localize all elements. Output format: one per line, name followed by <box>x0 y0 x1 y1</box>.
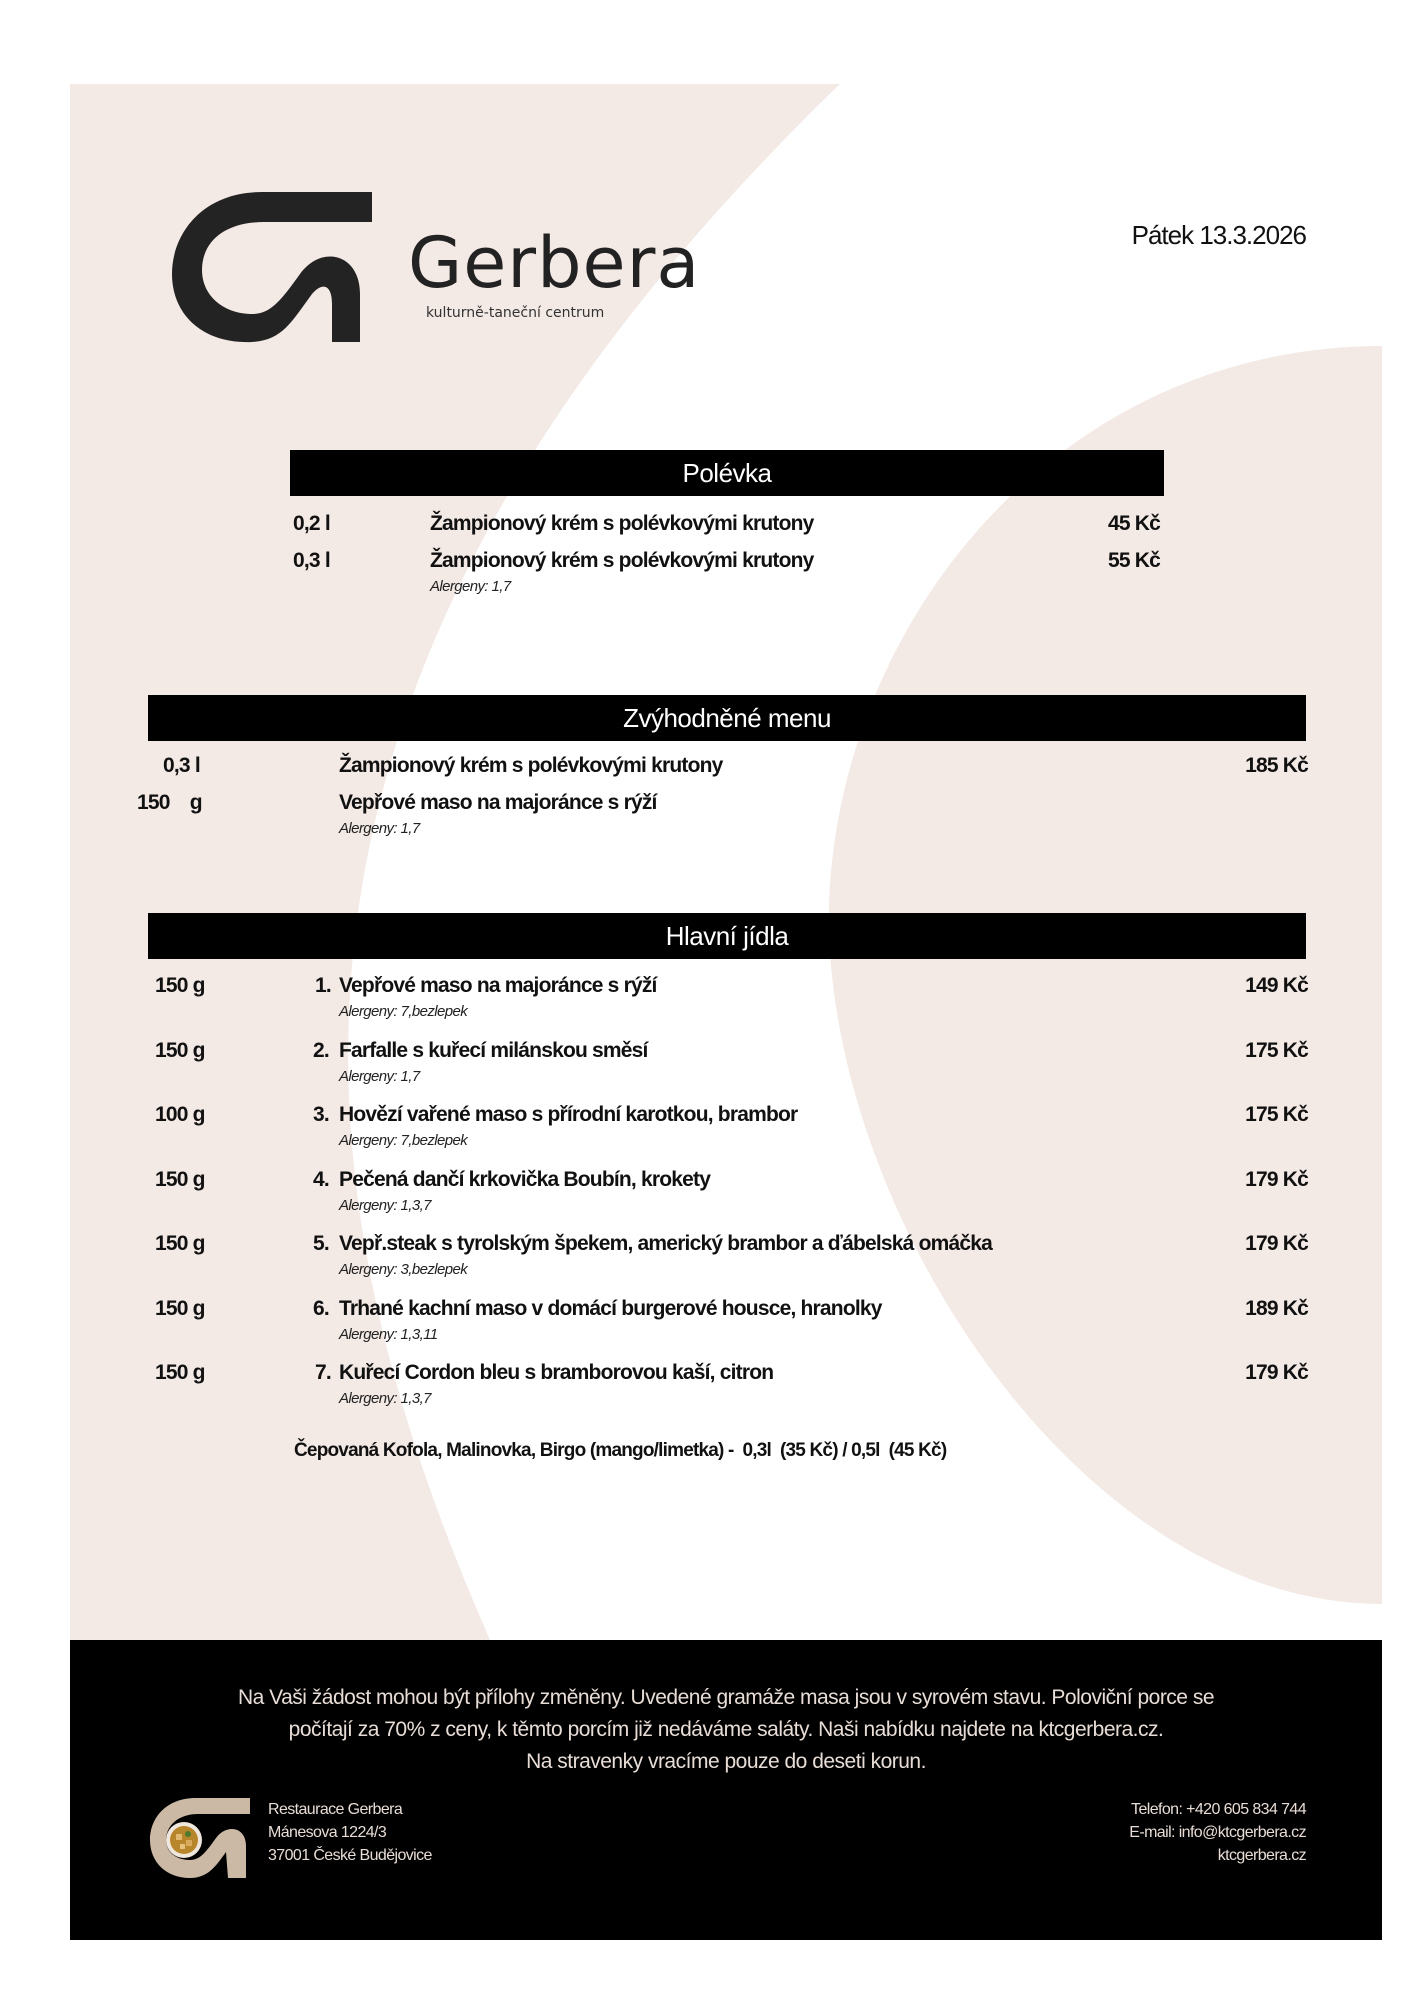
main-allergens: Alergeny: 7,bezlepek <box>339 1132 468 1149</box>
soup-price: 45 Kč <box>1107 512 1160 535</box>
main-price: 189 Kč <box>1245 1297 1308 1320</box>
menu-date: Pátek 13.3.2026 <box>1131 220 1306 250</box>
main-allergens: Alergeny: 1,7 <box>339 1068 420 1085</box>
main-weight: 150 g <box>155 974 205 997</box>
main-name: Kuřecí Cordon bleu s bramborovou kaší, citron <box>339 1361 774 1384</box>
combo-name: Vepřové maso na majoránce s rýží <box>339 791 657 814</box>
main-weight: 100 g <box>155 1103 205 1126</box>
footer-note <box>70 1682 1382 1778</box>
main-name: Vepř.steak s tyrolským špekem, americký brambor a ďábelská omáčka <box>339 1232 992 1255</box>
main-weight: 150 g <box>155 1232 205 1255</box>
combo-size: 0,3 l <box>163 754 200 777</box>
contact-phone: Telefon: +420 605 834 744 <box>1131 1801 1306 1818</box>
footer-note-line: Na stravenky vracíme pouze do deseti korun. <box>526 1750 926 1773</box>
main-number: 4. <box>313 1168 329 1191</box>
main-number: 5. <box>313 1232 329 1255</box>
restaurant-soup-logo-icon <box>146 1796 250 1880</box>
combo-allergens: Alergeny: 1,7 <box>339 820 420 837</box>
main-weight: 150 g <box>155 1297 205 1320</box>
drinks-note: Čepovaná Kofola, Malinovka, Birgo (mango/limetka) - 0,3l (35 Kč) / 0,5l (45 Kč) <box>294 1440 947 1461</box>
section-header-combo-menu: Zvýhodněné menu <box>148 695 1306 741</box>
main-name: Vepřové maso na majoránce s rýží <box>339 974 657 997</box>
main-price: 179 Kč <box>1245 1361 1308 1384</box>
soup-price: 55 Kč <box>1107 549 1160 572</box>
restaurant-address <box>268 1798 432 1867</box>
contact-email[interactable]: E-mail: info@ktcgerbera.cz <box>1129 1824 1306 1841</box>
main-name: Hovězí vařené maso s přírodní karotkou, brambor <box>339 1103 798 1126</box>
main-price: 149 Kč <box>1245 974 1308 997</box>
footer-note-line: Na Vaši žádost mohou být přílohy změněny. Uvedené gramáže masa jsou v syrovém stavu. Poloviční porce se <box>237 1686 1215 1709</box>
soup-size: 0,3 l <box>293 549 330 572</box>
main-name: Farfalle s kuřecí milánskou směsí <box>339 1039 648 1062</box>
main-price: 175 Kč <box>1245 1103 1308 1126</box>
main-allergens: Alergeny: 1,3,11 <box>339 1326 438 1343</box>
main-weight: 150 g <box>155 1168 205 1191</box>
footer-note-line: počítají za 70% z ceny, k těmto porcím již nedáváme saláty. Naši nabídku najdete na ktcgerbera.cz. <box>288 1718 1164 1741</box>
restaurant-contact <box>1129 1798 1306 1867</box>
main-weight: 150 g <box>155 1361 205 1384</box>
contact-website[interactable]: ktcgerbera.cz <box>1217 1847 1306 1864</box>
main-number: 6. <box>313 1297 329 1320</box>
main-price: 175 Kč <box>1245 1039 1308 1062</box>
main-allergens: Alergeny: 1,3,7 <box>339 1197 431 1214</box>
brand-name: Gerbera <box>408 222 701 304</box>
footer <box>70 1640 1382 1940</box>
main-number: 2. <box>313 1039 329 1062</box>
combo-name: Žampionový krém s polévkovými krutony <box>339 754 723 777</box>
main-number: 3. <box>313 1103 329 1126</box>
main-weight: 150 g <box>155 1039 205 1062</box>
address-line: Mánesova 1224/3 <box>268 1824 387 1841</box>
soup-allergens: Alergeny: 1,7 <box>430 578 511 595</box>
soup-name: Žampionový krém s polévkovými krutony <box>430 549 814 572</box>
main-number: 7. <box>315 1361 331 1384</box>
combo-price: 185 Kč <box>1245 754 1308 777</box>
address-line: Restaurace Gerbera <box>268 1801 403 1818</box>
main-name: Pečená dančí krkovička Boubín, krokety <box>339 1168 711 1191</box>
main-price: 179 Kč <box>1245 1232 1308 1255</box>
gerbera-logo-icon <box>172 184 372 344</box>
soup-size: 0,2 l <box>293 512 330 535</box>
main-name: Trhané kachní maso v domácí burgerové housce, hranolky <box>339 1297 882 1320</box>
address-line: 37001 České Budějovice <box>268 1847 432 1864</box>
section-header-soup: Polévka <box>290 450 1164 496</box>
main-allergens: Alergeny: 1,3,7 <box>339 1390 431 1407</box>
main-number: 1. <box>315 974 331 997</box>
brand-subtitle: kulturně-taneční centrum <box>426 305 605 321</box>
soup-name: Žampionový krém s polévkovými krutony <box>430 512 814 535</box>
main-allergens: Alergeny: 7,bezlepek <box>339 1003 468 1020</box>
main-price: 179 Kč <box>1245 1168 1308 1191</box>
main-allergens: Alergeny: 3,bezlepek <box>339 1261 468 1278</box>
combo-size: 150 g <box>137 791 202 814</box>
section-header-mains: Hlavní jídla <box>148 913 1306 959</box>
